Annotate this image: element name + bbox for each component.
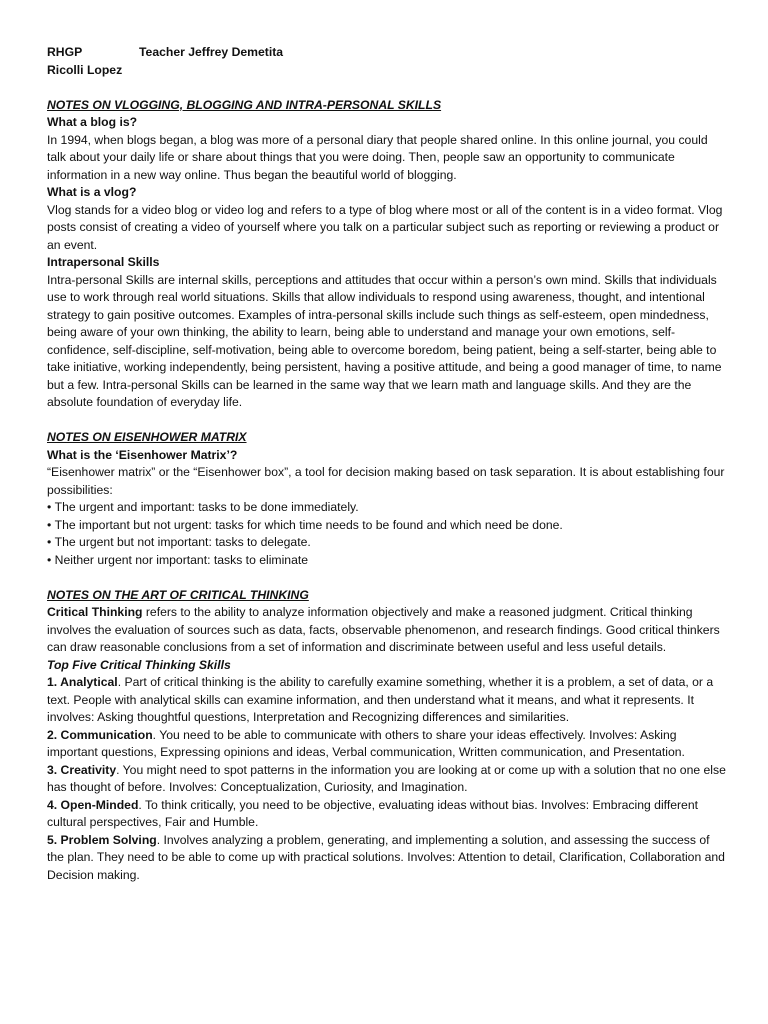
eisenhower-question: What is the ‘Eisenhower Matrix’? [47,447,238,462]
eisenhower-item: • The urgent and important: tasks to be done immediately. [47,499,727,517]
critical-lead-term: Critical Thinking [47,605,143,619]
student-name: Ricolli Lopez [47,62,123,77]
eisenhower-item: • Neither urgent nor important: tasks to eliminate [47,552,727,570]
skill-item [47,727,727,762]
spacer [47,79,727,97]
eisenhower-item: • The important but not urgent: tasks for which time needs to be found and which need be done. [47,517,727,535]
skill-term: 2. Communication [47,727,153,742]
teacher-name: Teacher Jeffrey Demetita [139,45,284,59]
critical-lead-paragraph [47,604,727,657]
spacer [47,569,727,587]
critical-section-title: NOTES ON THE ART OF CRITICAL THINKING [47,587,309,602]
vlog-answer: Vlog stands for a video blog or video log and refers to a type of blog where most or all of the content is in a video format. Vlog posts consist of creating a video of yourself where you talk on a particular subject such as reporting or reviewing a product or an event. [47,202,723,252]
skill-text: . To think critically, you need to be objective, evaluating ideas without bias. Involves: Embracing different cultural perspectives, Fair and Humble. [47,797,698,829]
spacer [47,412,727,430]
eisenhower-item: • The urgent but not important: tasks to delegate. [47,534,727,552]
intrapersonal-heading: Intrapersonal Skills [47,255,160,269]
skill-text: . You might need to spot patterns in the information you are looking at or come up with a solution that no one else has thought of before. Involves: Conceptualization, Curiosity, and Imagination. [47,762,726,794]
vlog-question: What is a vlog? [47,185,137,199]
skill-item [47,832,727,885]
eisenhower-section-title: NOTES ON EISENHOWER MATRIX [47,430,247,444]
skills-heading: Top Five Critical Thinking Skills [47,657,231,672]
skill-item [47,797,727,832]
document-content [47,44,727,884]
blog-question: What a blog is? [47,115,138,129]
header-row [47,44,727,62]
skill-term: 5. Problem Solving [47,832,157,847]
blog-answer: In 1994, when blogs began, a blog was more of a personal diary that people shared online. In this online journal, you could talk about your daily life or share about things that you were doing. Then, people saw an opportunity to communicate information in a new way online. Thus began the beautiful world of blogging. [47,132,708,182]
eisenhower-intro: “Eisenhower matrix” or the “Eisenhower box”, a tool for decision making based on task separation. It is about establishing four possibilities: [47,465,725,497]
skill-term: 3. Creativity [47,762,117,777]
critical-lead-text: refers to the ability to analyze information objectively and make a reasoned judgment. Critical thinking involves the evaluation of sources such as data, facts, observable phenomenon, and research findings. Good critical thinkers can draw reasonable conclusions from a set of information and discriminate between useful and less useful details. [47,605,720,654]
vlog-section-title: NOTES ON VLOGGING, BLOGGING AND INTRA-PERSONAL SKILLS [47,97,442,112]
skill-term: 4. Open-Minded [47,797,139,812]
intrapersonal-text: Intra-personal Skills are internal skills, perceptions and attitudes that occur within a person’s own mind. Skills that individuals use to work through real world situations. Skills that allow individuals to respond using awareness, thought, and intentional strategy to gain positive outcomes. Examples of intra-personal skills include such things as self-esteem, open mindedness, being aware of your own thinking, the ability to learn, being able to understand and manage your own emotions, self-confidence, self-discipline, self-motivation, being able to overcome boredom, being patient, being a self-starter, being able to take initiative, working independently, being persistent, having a positive attitude, and being a good manager of time, to name but a few. Intra-personal Skills can be learned in the same way that we learn math and language skills. And they are the absolute foundation of everyday life. [47,272,722,409]
skill-text: . Involves analyzing a problem, generating, and implementing a solution, and assessing the success of the plan. They need to be able to come up with practical solutions. Involves: Attention to detail, Clarification, Collaboration and Decision making. [47,832,725,882]
skill-item [47,674,727,727]
skill-text: . Part of critical thinking is the ability to carefully examine something, whether it is a problem, a set of data, or a text. People with analytical skills can examine information, and then understand what it means, and what it represents. It involves: Asking thoughtful questions, Interpretation and Recognizing differences and similarities. [47,675,714,724]
skill-text: . You need to be able to communicate with others to share your ideas effectively. Involves: Asking important questions, Expressing opinions and ideas, Verbal communication, Written communication, and Presentation. [47,727,685,759]
skill-term: 1. Analytical [47,675,118,689]
skill-item [47,762,727,797]
school-code: RHGP [47,45,83,59]
